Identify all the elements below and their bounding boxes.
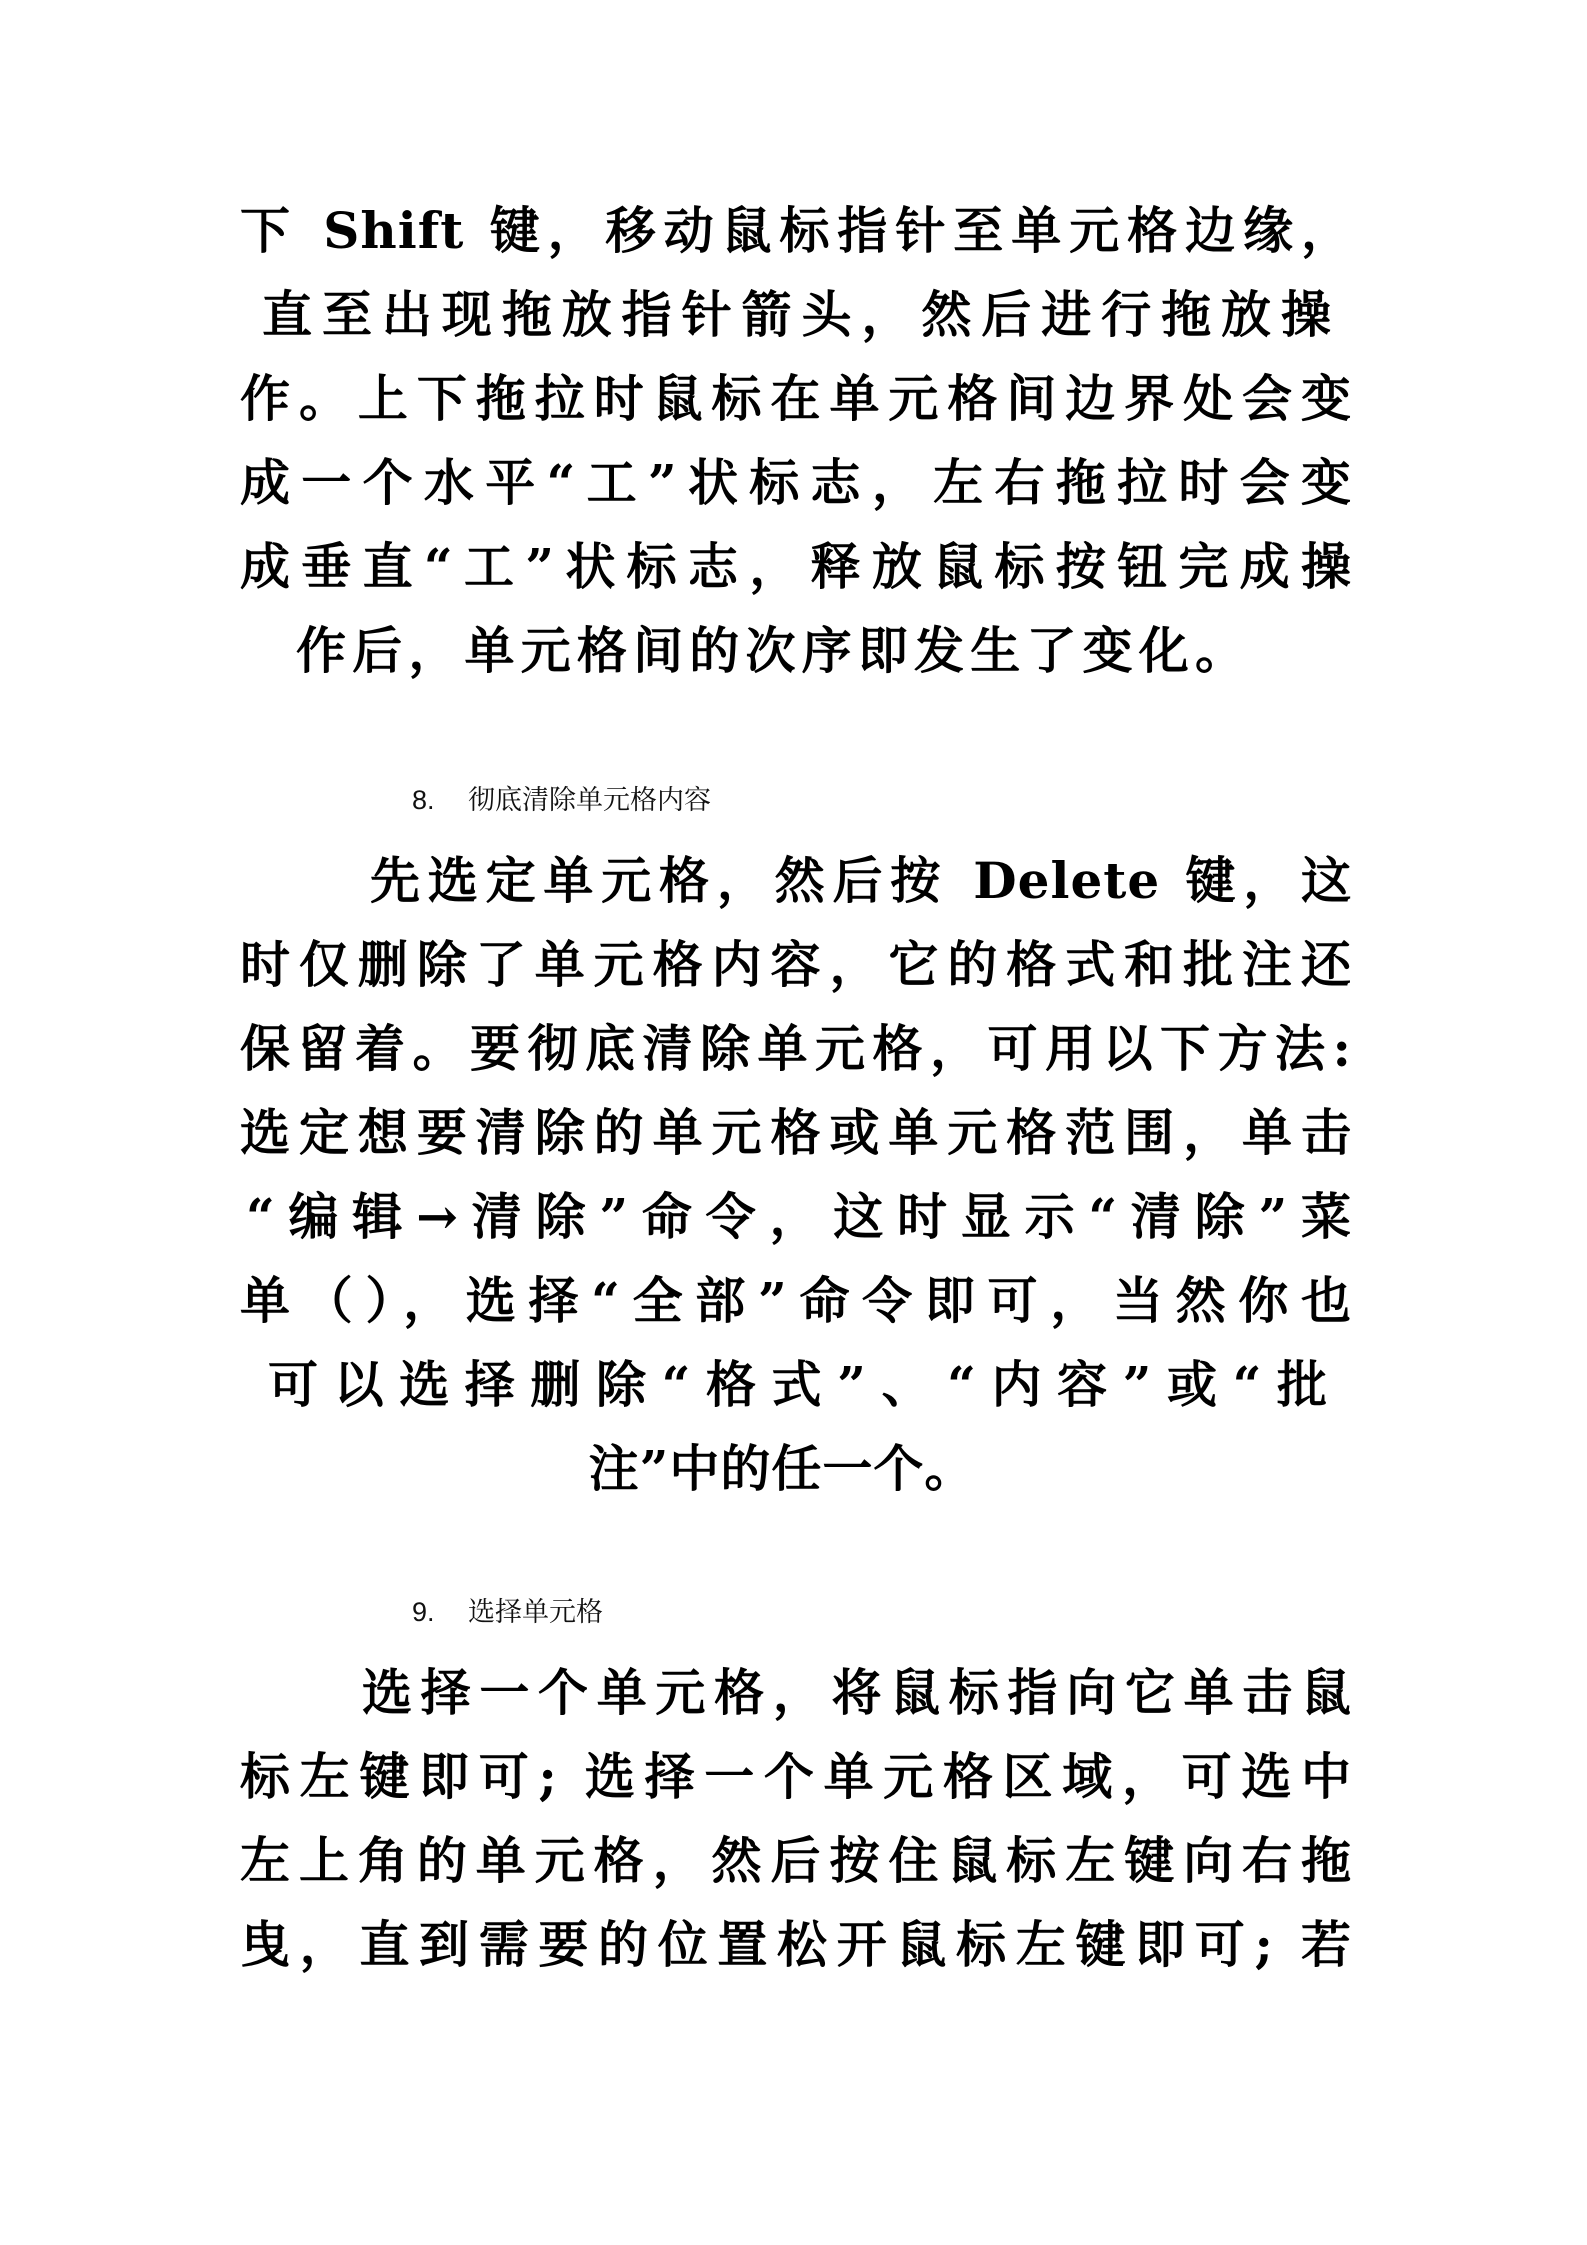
- text-line: 曳，直到需要的位置松开鼠标左键即可; 若: [240, 1915, 1352, 1974]
- text-line: 下 Shift 键，移动鼠标指针至单元格边缘，: [240, 201, 1352, 260]
- text-line: 单（），选择“全部”命令即可，当然你也: [240, 1271, 1352, 1330]
- section-heading-9: [412, 1592, 603, 1632]
- section-heading-8: [412, 780, 711, 820]
- text-line: 标左键即可; 选择一个单元格区域，可选中: [240, 1747, 1352, 1806]
- section-number: 8.: [412, 785, 435, 815]
- text-line: 保留着。要彻底清除单元格，可用以下方法:: [240, 1019, 1352, 1078]
- text-line: 可以选择删除“格式”、“内容”或“批: [268, 1355, 1328, 1414]
- section-number: 9.: [412, 1597, 435, 1627]
- text-line: 注”中的任一个。: [588, 1439, 976, 1498]
- text-line: “编辑→清除”命令，这时显示“清除”菜: [246, 1187, 1352, 1246]
- text-line: 左上角的单元格，然后按住鼠标左键向右拖: [240, 1831, 1352, 1890]
- text-line: 选择一个单元格，将鼠标指向它单击鼠: [362, 1663, 1352, 1722]
- section-title: 彻底清除单元格内容: [468, 785, 711, 816]
- text-line: 成垂直“工”状标志，释放鼠标按钮完成操: [240, 537, 1352, 596]
- text-line: 成一个水平“工”状标志，左右拖拉时会变: [240, 453, 1352, 512]
- text-line: 时仅删除了单元格内容，它的格式和批注还: [240, 935, 1352, 994]
- text-line: 先选定单元格，然后按 Delete 键，这: [370, 851, 1352, 910]
- section-title: 选择单元格: [468, 1597, 603, 1628]
- text-line: 作后，单元格间的次序即发生了变化。: [296, 621, 1246, 680]
- text-line: 直至出现拖放指针箭头，然后进行拖放操: [262, 285, 1332, 344]
- text-line: 选定想要清除的单元格或单元格范围，单击: [240, 1103, 1352, 1162]
- text-line: 作。上下拖拉时鼠标在单元格间边界处会变: [240, 369, 1352, 428]
